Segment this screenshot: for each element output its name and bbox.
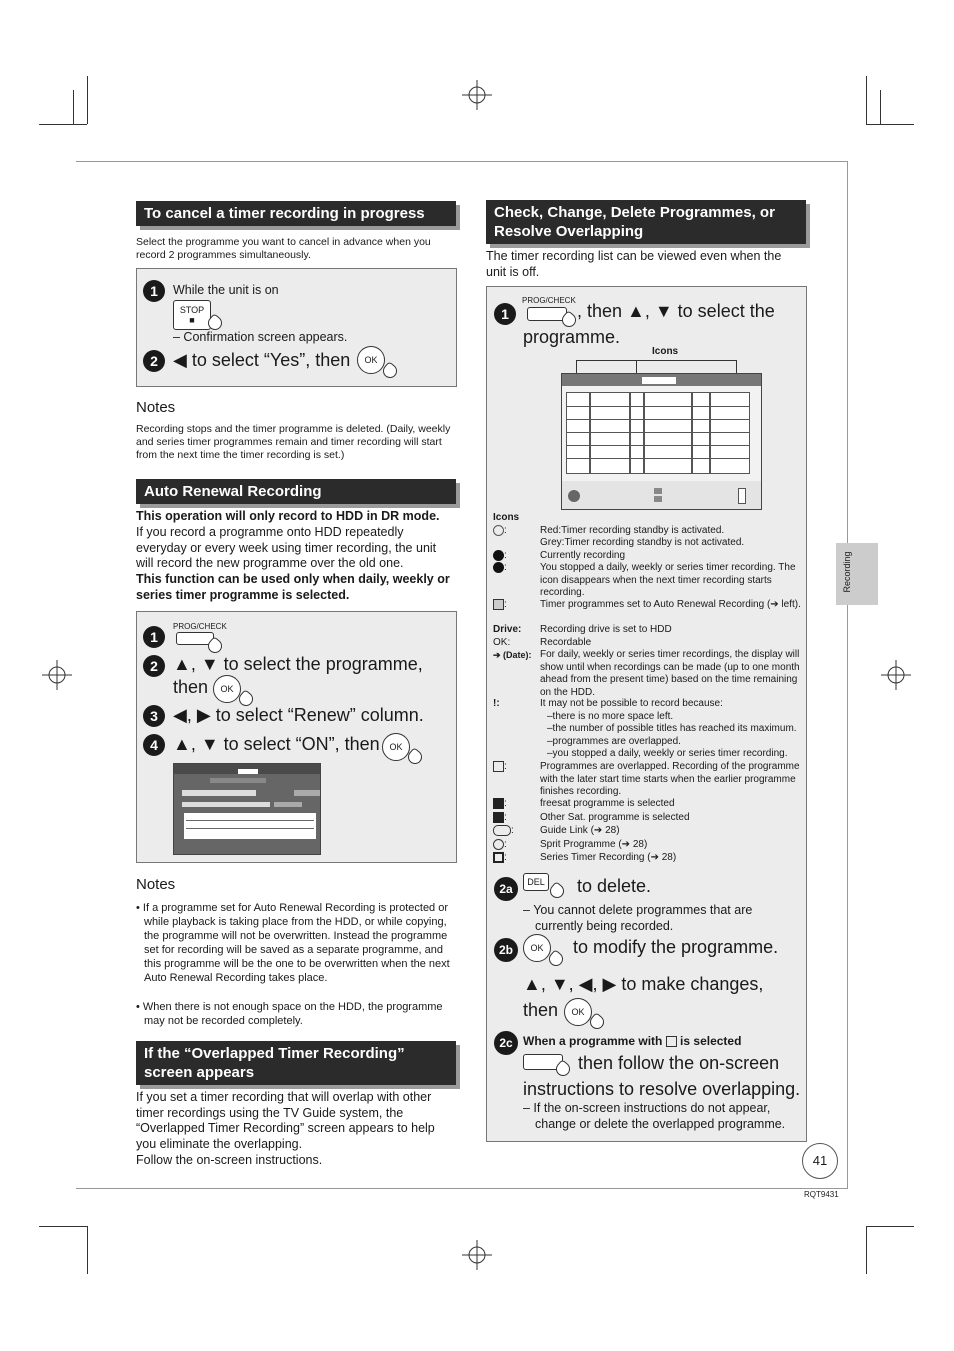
icon-key: : (504, 562, 507, 574)
overlap-para1: If you set a timer recording that will overlap with other timer recordings using the TV Guide system, the “Overlapped Timer Recording” screen appears to help you eliminate the overlapping. (136, 1090, 435, 1151)
ok-button[interactable]: OK (213, 675, 241, 703)
icon-desc: –programmes are overlapped. (547, 736, 681, 747)
icon-key: : (504, 812, 507, 824)
stopped-icon (493, 562, 504, 573)
overlap-icon (493, 761, 504, 772)
auto-note-1: • If a programme set for Auto Renewal Recording is protected or while playback is taking place from the HDD, or while copying, the programme will not be overwritten. Instead the programme set for recording will be saved as a separate programme, and this programme will be the one to be overwritten when the next Auto Renewal Recording takes place. (136, 902, 450, 984)
icon-desc: Red:Timer recording standby is activated. (540, 525, 725, 536)
icon-desc: Timer programmes set to Auto Renewal Recording (➔ left). (540, 599, 801, 610)
icon-key: : (504, 761, 507, 773)
overlap-para2: Follow the on-screen instructions. (136, 1153, 323, 1167)
cancel-step1-text: While the unit is on (173, 283, 279, 297)
icon-desc: freesat programme is selected (540, 798, 675, 809)
ok-button[interactable]: OK (382, 733, 410, 761)
step-2-badge: 2 (143, 655, 165, 677)
mod-line1: ▲, ▼, ◀, ▶ to make changes, (523, 974, 764, 994)
del-note: – You cannot delete programmes that are currently being recorded. (523, 903, 753, 933)
c-line1: then follow the on-screen (578, 1053, 780, 1073)
cancel-intro: Select the programme you want to cancel in advance when you record 2 programmes simultaneously. (136, 236, 431, 261)
icon-key: : (504, 839, 507, 851)
auto-notes-title: Notes (136, 876, 176, 893)
c-bold-line (523, 1034, 741, 1048)
registration-mark-left (42, 660, 72, 690)
ok-button[interactable]: OK (523, 934, 551, 962)
cancel-step2-text: ◀ to select “Yes”, then (173, 350, 351, 370)
auto-bold1: This operation will only record to HDD in DR mode. (136, 509, 440, 523)
del-button[interactable]: DEL (523, 873, 549, 891)
icon-desc: Currently recording (540, 550, 626, 561)
screen-icons-callout: Icons (652, 346, 679, 357)
other-sat-icon (493, 812, 504, 823)
split-programme-icon (493, 839, 504, 850)
mod-text: to modify the programme. (573, 937, 779, 957)
icon-desc: Recording drive is set to HDD (540, 624, 672, 635)
icon-desc: –the number of possible titles has reached its maximum. (547, 723, 797, 734)
check-intro: The timer recording list can be viewed even when the unit is off. (486, 249, 782, 279)
step-1-badge: 1 (143, 626, 165, 648)
icon-desc: For daily, weekly or series timer recordings, the display will show until when recordings can be made (up to one month ahead from the present time) based on the time remaining on the HDD. (540, 649, 800, 698)
step-4-badge: 4 (143, 734, 165, 756)
prog-check-label: PROG/CHECK (173, 622, 227, 631)
timer-standby-icon (493, 525, 504, 536)
auto-renewal-header: Auto Renewal Recording (136, 479, 456, 504)
doc-code: RQT9431 (804, 1190, 839, 1199)
registration-mark-right (881, 660, 911, 690)
icon-desc: You stopped a daily, weekly or series timer recording. The icon disappears when the next timer recording starts recording. (540, 562, 796, 598)
timer-list-screen-image (561, 373, 762, 510)
icon-key: Drive: (493, 624, 522, 635)
ok-button[interactable]: OK (357, 346, 385, 374)
step-2b-badge: 2b (494, 938, 518, 962)
icon-key: : (511, 825, 514, 837)
check-header: Check, Change, Delete Programmes, or Resolve Overlapping (486, 200, 806, 244)
side-tab-label: Recording (842, 551, 852, 593)
del-text: to delete. (577, 876, 652, 896)
cancel-header: To cancel a timer recording in progress (136, 201, 456, 226)
step-2a-badge: 2a (494, 877, 518, 901)
c-line2: instructions to resolve overlapping. (523, 1079, 801, 1099)
icon-key: OK: (493, 637, 511, 648)
auto-bold2: This function can be used only when daily, weekly or series timer programme is selected. (136, 572, 450, 602)
icon-key: : (504, 599, 507, 611)
icon-desc: Series Timer Recording (➔ 28) (540, 852, 677, 863)
icon-desc: It may not be possible to record because: (540, 698, 723, 709)
prog-check-label: PROG/CHECK (522, 296, 576, 305)
overlap-header: If the “Overlapped Timer Recording” screen appears (136, 1041, 456, 1085)
cancel-notes-text: Recording stops and the timer programme is deleted. (Daily, weekly and series timer programmes remain and timer recording will start from the next time the timer recording is set.) (136, 423, 451, 461)
icon-desc: Sprit Programme (➔ 28) (540, 839, 648, 850)
icon-desc: Recordable (540, 637, 592, 648)
stop-symbol: ■ (189, 315, 195, 325)
auto-renewal-icon (493, 599, 504, 610)
c-bold-a: When a programme with (523, 1034, 663, 1048)
registration-mark-bottom (462, 1240, 492, 1270)
icon-key: : (504, 550, 507, 562)
icon-desc: –you stopped a daily, weekly or series timer recording. (547, 748, 788, 759)
c-note: – If the on-screen instructions do not appear, change or delete the overlapped programme. (523, 1101, 786, 1131)
auto-step4-text: ▲, ▼ to select “ON”, then (173, 734, 380, 754)
stop-label: STOP (179, 305, 205, 315)
icon-key: : (504, 852, 507, 864)
auto-note-2: • When there is not enough space on the HDD, the programme may not be recorded completely. (136, 1001, 443, 1027)
check-step1-line2: programme. (523, 327, 621, 347)
ok-button[interactable]: OK (564, 998, 592, 1026)
icon-desc: Other Sat. programme is selected (540, 812, 690, 823)
icons-legend-title: Icons (493, 512, 520, 523)
mod-line2: then (523, 1000, 559, 1020)
step-2-badge: 2 (143, 350, 165, 372)
icon-key: ➔ (Date): (493, 650, 532, 660)
auto-step2-line1: ▲, ▼ to select the programme, (173, 654, 423, 674)
stop-button[interactable] (173, 300, 211, 330)
auto-step2-line2: then (173, 677, 209, 697)
cancel-confirm-text: – Confirmation screen appears. (173, 330, 348, 344)
cancel-notes-title: Notes (136, 399, 176, 416)
icon-desc: Programmes are overlapped. Recording of the programme with the later start time starts when the earlier programme finishes recording. (540, 761, 800, 797)
icon-desc: Guide Link (➔ 28) (540, 825, 620, 836)
icon-desc: Grey:Timer recording standby is not activated. (540, 537, 745, 548)
recording-dot-icon (493, 550, 504, 561)
freesat-icon (493, 798, 504, 809)
overlap-icon (666, 1036, 677, 1047)
icon-desc: –there is no more space left. (547, 711, 674, 722)
renew-screen-image (173, 763, 321, 855)
auto-note-2-text: When there is not enough space on the HDD, the programme may not be recorded completely. (142, 1001, 443, 1027)
auto-para: If you record a programme onto HDD repeatedly everyday or every week using timer recording, the unit will record the new programme over the old one. (136, 525, 437, 570)
guide-link-icon (493, 825, 511, 836)
step-2c-badge: 2c (494, 1031, 518, 1055)
c-bold-b: is selected (680, 1034, 742, 1048)
step-1-badge: 1 (494, 303, 516, 325)
series-timer-icon (493, 852, 504, 863)
step-3-badge: 3 (143, 705, 165, 727)
check-step1-line1: , then ▲, ▼ to select the (577, 301, 775, 321)
auto-note-1-text: If a programme set for Auto Renewal Recording is protected or while playback is taking place from the HDD, or while copying, the programme will not be overwritten. Instead the programme set for recording will be saved as a separate programme, and this programme will be the one to be overwritten when the next Auto Renewal Recording takes place. (142, 902, 450, 984)
step-1-badge: 1 (143, 280, 165, 302)
icon-key: : (504, 798, 507, 810)
auto-step3-text: ◀, ▶ to select “Renew” column. (173, 705, 424, 725)
page-number: 41 (802, 1143, 838, 1179)
icon-key: !: (493, 698, 500, 709)
registration-mark-top (462, 80, 492, 110)
